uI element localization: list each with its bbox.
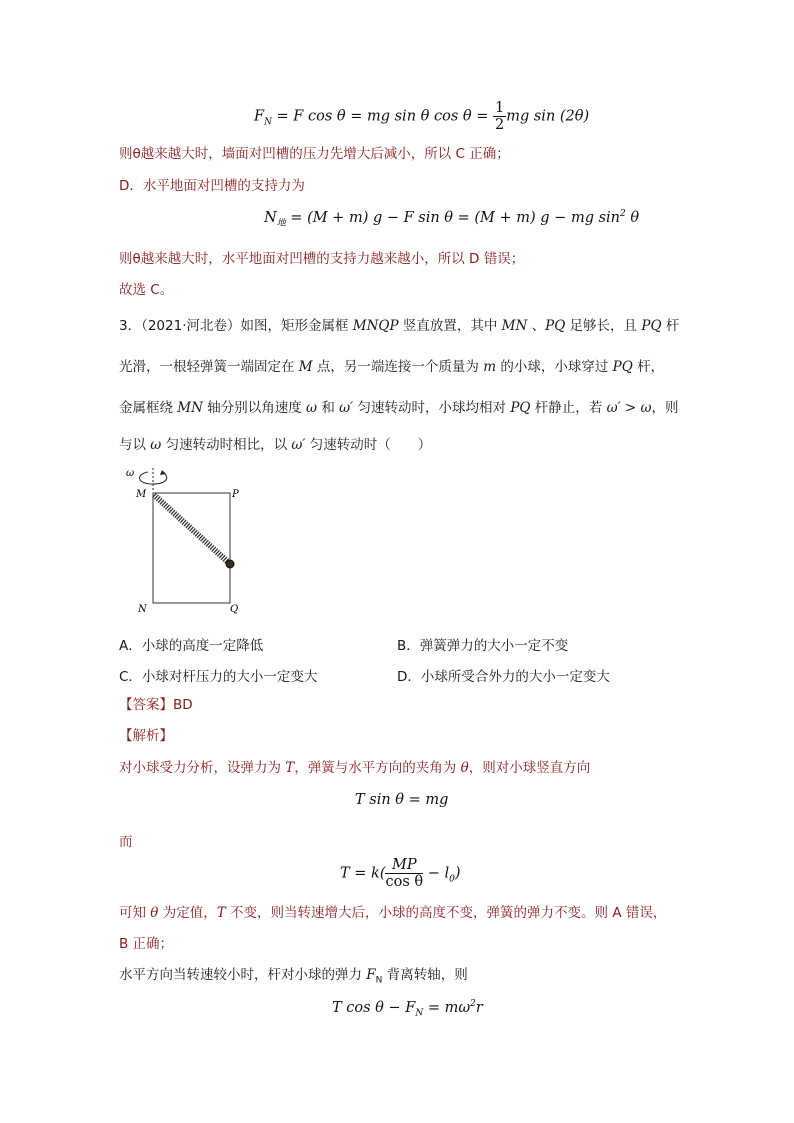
analysis-er: 而	[119, 834, 133, 850]
q3-text: 匀速转动时相比，以	[161, 437, 292, 453]
spring	[154, 495, 229, 563]
eq1-rhs-a: = F cos θ = mg sin θ cos θ =	[271, 108, 493, 125]
equation-vertical-balance: T sin θ = mg	[355, 792, 449, 808]
text-line-choose-c: 故选 C。	[119, 282, 174, 298]
q3-var-m-point: M	[298, 359, 313, 375]
analysis-text: ，弹簧与水平方向的夹角为	[294, 760, 461, 776]
q3-text: 匀速转动时（ ）	[305, 437, 432, 453]
question-3-line-4	[119, 436, 431, 454]
answer-line: 【答案】BD	[119, 697, 193, 713]
analysis-text: 背离转轴，则	[382, 967, 468, 983]
eq1-frac-num: 1	[494, 100, 505, 116]
eq2-rhs: = (M + m) g − F sin θ = (M + m) g − mg sin	[285, 209, 620, 226]
eq4-tail: − l	[423, 865, 450, 882]
eq4-close: )	[454, 865, 461, 882]
question-3-line-3	[119, 399, 679, 417]
question-3-line-1	[119, 317, 679, 335]
eq5-tail: r	[475, 999, 483, 1016]
eq2-tail: θ	[625, 209, 640, 226]
q3-text: 匀速转动时，小球均相对	[353, 400, 511, 416]
q3-var-mn: MN	[501, 318, 528, 334]
q3-var-omega: ω	[150, 437, 162, 453]
eq5-mid: = mω	[423, 999, 471, 1016]
q3-text: 竖直放置，其中	[398, 318, 502, 334]
figure-omega-label: ω	[126, 468, 135, 479]
eq4-sub: 0	[449, 874, 455, 885]
metal-frame	[153, 493, 230, 603]
q3-text: 3．（2021·河北卷）如图，矩形金属框	[119, 318, 353, 334]
figure-label-q: Q	[230, 604, 239, 615]
eq5-sub: N	[415, 1008, 424, 1019]
analysis-line-3: B 正确；	[119, 936, 174, 952]
q3-text: 杆	[661, 318, 680, 334]
ball	[226, 560, 234, 568]
analysis-text: ，则对小球竖直方向	[468, 760, 591, 776]
q3-text: 杆静止，若	[530, 400, 607, 416]
eq5-sup: 2	[470, 999, 476, 1009]
q3-var-pq: PQ	[510, 400, 531, 416]
option-a: A．小球的高度一定降低	[119, 638, 264, 654]
analysis-line-1	[119, 759, 590, 777]
option-b: B．弹簧弹力的大小一定不变	[397, 638, 569, 654]
q3-inequality: ω′ > ω	[606, 400, 652, 416]
eq2-sup: 2	[620, 209, 626, 219]
analysis-var-t: T	[216, 905, 226, 921]
q3-text: ，则	[651, 400, 679, 416]
figure-label-m: M	[136, 489, 147, 500]
text-line-c-correct: 则θ越来越大时，墙面对凹槽的压力先增大后减小，所以 C 正确；	[119, 146, 510, 162]
eq1-fraction	[493, 100, 506, 133]
equation-n-ground	[264, 209, 639, 229]
q3-text: 、	[527, 318, 546, 334]
analysis-title: 【解析】	[119, 728, 173, 744]
q3-var-mn: MN	[177, 400, 203, 416]
analysis-text: 为定值，	[158, 905, 217, 921]
eq4-lhs: T = k(	[340, 865, 386, 882]
analysis-var-fn-sub: N	[375, 975, 383, 986]
eq4-den: cos θ	[385, 874, 424, 890]
q3-var-m-mass: m	[483, 359, 497, 375]
analysis-line-4	[119, 966, 468, 990]
q3-var-mnqp: MNQP	[352, 318, 399, 334]
text-line-d-wrong: 则θ越来越大时，水平地面对凹槽的支持力越来越小，所以 D 错误；	[119, 251, 525, 267]
option-d: D．小球所受合外力的大小一定变大	[397, 669, 610, 685]
eq1-lhs-sub: N	[264, 117, 272, 128]
eq4-fraction	[385, 857, 423, 890]
analysis-text: 不变，则当转速增大后，小球的高度不变，弹簧的弹力不变。则 A 错误，	[225, 905, 667, 921]
eq2-lhs: N	[264, 209, 277, 226]
q3-text: 的小球，小球穿过	[496, 359, 613, 375]
analysis-var-theta: θ	[460, 760, 469, 776]
q3-text: 和	[317, 400, 340, 416]
q3-var-pq: PQ	[641, 318, 662, 334]
q3-var-omega-prime: ω′	[291, 437, 306, 453]
q3-text: 与以	[119, 437, 151, 453]
q3-text: 杆，	[632, 359, 665, 375]
eq4-num: MP	[385, 857, 423, 874]
q3-text: 点，另一端连接一个质量为	[312, 359, 484, 375]
analysis-text: 可知	[119, 905, 151, 921]
analysis-var-fn: F	[366, 967, 376, 983]
equation-spring-force	[340, 857, 461, 890]
equation-horizontal	[332, 999, 483, 1019]
rotating-frame-figure	[120, 462, 250, 622]
question-3-line-2	[119, 358, 664, 376]
analysis-text: 水平方向当转速较小时，杆对小球的弹力	[119, 967, 367, 983]
figure-label-p: P	[232, 489, 239, 500]
equation-fn	[254, 100, 589, 133]
analysis-line-2	[119, 904, 666, 922]
eq2-lhs-sub: 地	[276, 218, 286, 229]
q3-text: 轴分别以角速度	[202, 400, 307, 416]
analysis-var-t: T	[285, 760, 295, 776]
q3-text: 足够长，且	[565, 318, 642, 334]
eq5-lhs: T cos θ − F	[332, 999, 416, 1016]
q3-var-pq: PQ	[612, 359, 633, 375]
text-line-option-d: D．水平地面对凹槽的支持力为	[119, 178, 305, 194]
eq1-rhs-b: mg sin (2θ)	[506, 108, 590, 125]
q3-var-omega-prime: ω′	[339, 400, 354, 416]
figure-label-n: N	[138, 604, 147, 615]
option-c: C．小球对杆压力的大小一定变大	[119, 669, 318, 685]
eq1-frac-den: 2	[494, 117, 505, 133]
q3-var-omega: ω	[306, 400, 318, 416]
q3-var-pq: PQ	[545, 318, 566, 334]
q3-text: 金属框绕	[119, 400, 178, 416]
analysis-var-theta: θ	[150, 905, 159, 921]
q3-text: 光滑，一根轻弹簧一端固定在	[119, 359, 299, 375]
eq1-lhs: F	[254, 108, 265, 125]
analysis-text: 对小球受力分析，设弹力为	[119, 760, 286, 776]
